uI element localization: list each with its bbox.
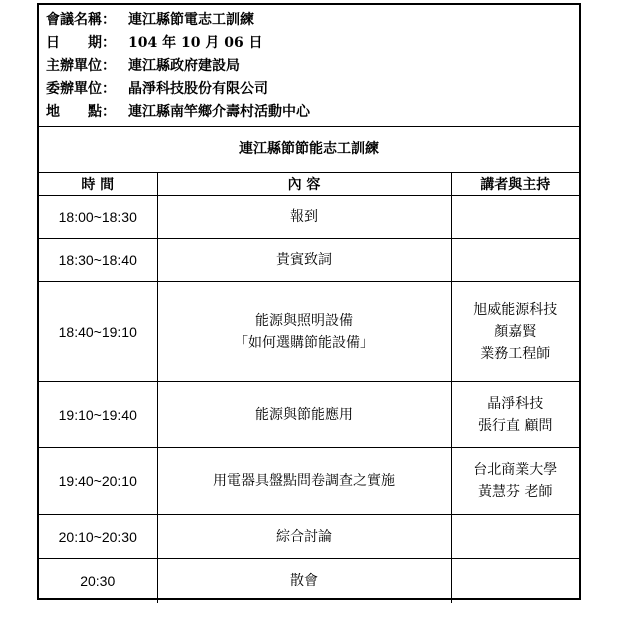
agenda-speaker [451, 448, 579, 515]
agenda-header-row [39, 173, 579, 196]
table-row [39, 239, 579, 282]
agenda-speaker [451, 559, 579, 603]
agenda-time: 18:40~19:10 [39, 282, 157, 382]
table-row [39, 282, 579, 382]
agenda-content [157, 282, 451, 382]
agenda-content [157, 239, 451, 282]
meeting-date-label: 日 期： [46, 35, 116, 51]
agenda-time: 19:10~19:40 [39, 382, 157, 448]
header-content: 內 容 [157, 173, 451, 196]
agenda-content-line: 散會 [290, 572, 318, 589]
agenda-content-line: 綜合討論 [276, 528, 332, 545]
agenda-content [157, 382, 451, 448]
meeting-location: 連江縣南竿鄉介壽村活動中心 [128, 104, 310, 120]
table-row [39, 559, 579, 603]
meeting-date-row [46, 32, 579, 55]
table-row [39, 448, 579, 515]
agenda-speaker-line: 晶淨科技 [487, 395, 544, 412]
agenda-speaker-line: 台北商業大學 [473, 462, 558, 478]
meeting-name-row [46, 9, 579, 32]
meeting-date: 104 年 10 月 06 日 [128, 35, 263, 51]
agenda-speaker [451, 515, 579, 559]
agenda-speaker [451, 196, 579, 239]
meeting-name: 連江縣節電志工訓練 [128, 12, 254, 28]
agenda-body [39, 196, 579, 603]
table-row [39, 382, 579, 448]
agenda-content-line: 報到 [290, 209, 318, 225]
agenda-content-line: 用電器具盤點問卷調查之實施 [213, 473, 395, 489]
agenda-speaker-line: 張行直 顧問 [478, 417, 553, 434]
agenda-speaker [451, 282, 579, 382]
table-row [39, 515, 579, 559]
meeting-organizer-label: 委辦單位： [46, 81, 116, 97]
agenda-time: 18:00~18:30 [39, 196, 157, 239]
agenda-content [157, 559, 451, 603]
meeting-organizer: 晶淨科技股份有限公司 [128, 81, 268, 97]
meeting-location-row [46, 101, 579, 124]
agenda-time: 18:30~18:40 [39, 239, 157, 282]
agenda-time: 20:30 [39, 559, 157, 603]
agenda-speaker-line: 業務工程師 [480, 345, 551, 362]
agenda-time: 20:10~20:30 [39, 515, 157, 559]
meeting-name-label: 會議名稱： [46, 12, 116, 28]
meeting-host: 連江縣政府建設局 [128, 58, 240, 74]
agenda-speaker-line: 黃慧芬 老師 [478, 484, 553, 500]
agenda-table [39, 173, 579, 603]
header-time: 時 間 [39, 173, 157, 196]
meeting-host-row [46, 55, 579, 78]
meeting-host-label: 主辦單位： [46, 58, 116, 74]
meeting-info [39, 5, 579, 127]
agenda-content [157, 196, 451, 239]
agenda-speaker-line: 顏嘉賢 [494, 323, 537, 340]
agenda-content-line: 貴賓致詞 [276, 252, 332, 268]
header-speaker: 講者與主持 [451, 173, 579, 196]
table-row [39, 196, 579, 239]
agenda-speaker [451, 239, 579, 282]
agenda-content-line: 「如何選購節能設備」 [234, 334, 374, 351]
agenda-speaker [451, 382, 579, 448]
agenda-document [37, 3, 581, 600]
meeting-location-label: 地 點： [46, 104, 116, 120]
agenda-title: 連江縣節節能志工訓練 [39, 127, 579, 173]
agenda-content [157, 448, 451, 515]
meeting-organizer-row [46, 78, 579, 101]
agenda-time: 19:40~20:10 [39, 448, 157, 515]
agenda-content [157, 515, 451, 559]
agenda-speaker-line: 旭威能源科技 [473, 301, 558, 318]
agenda-content-line: 能源與照明設備 [255, 312, 353, 329]
agenda-content-line: 能源與節能應用 [255, 406, 353, 423]
